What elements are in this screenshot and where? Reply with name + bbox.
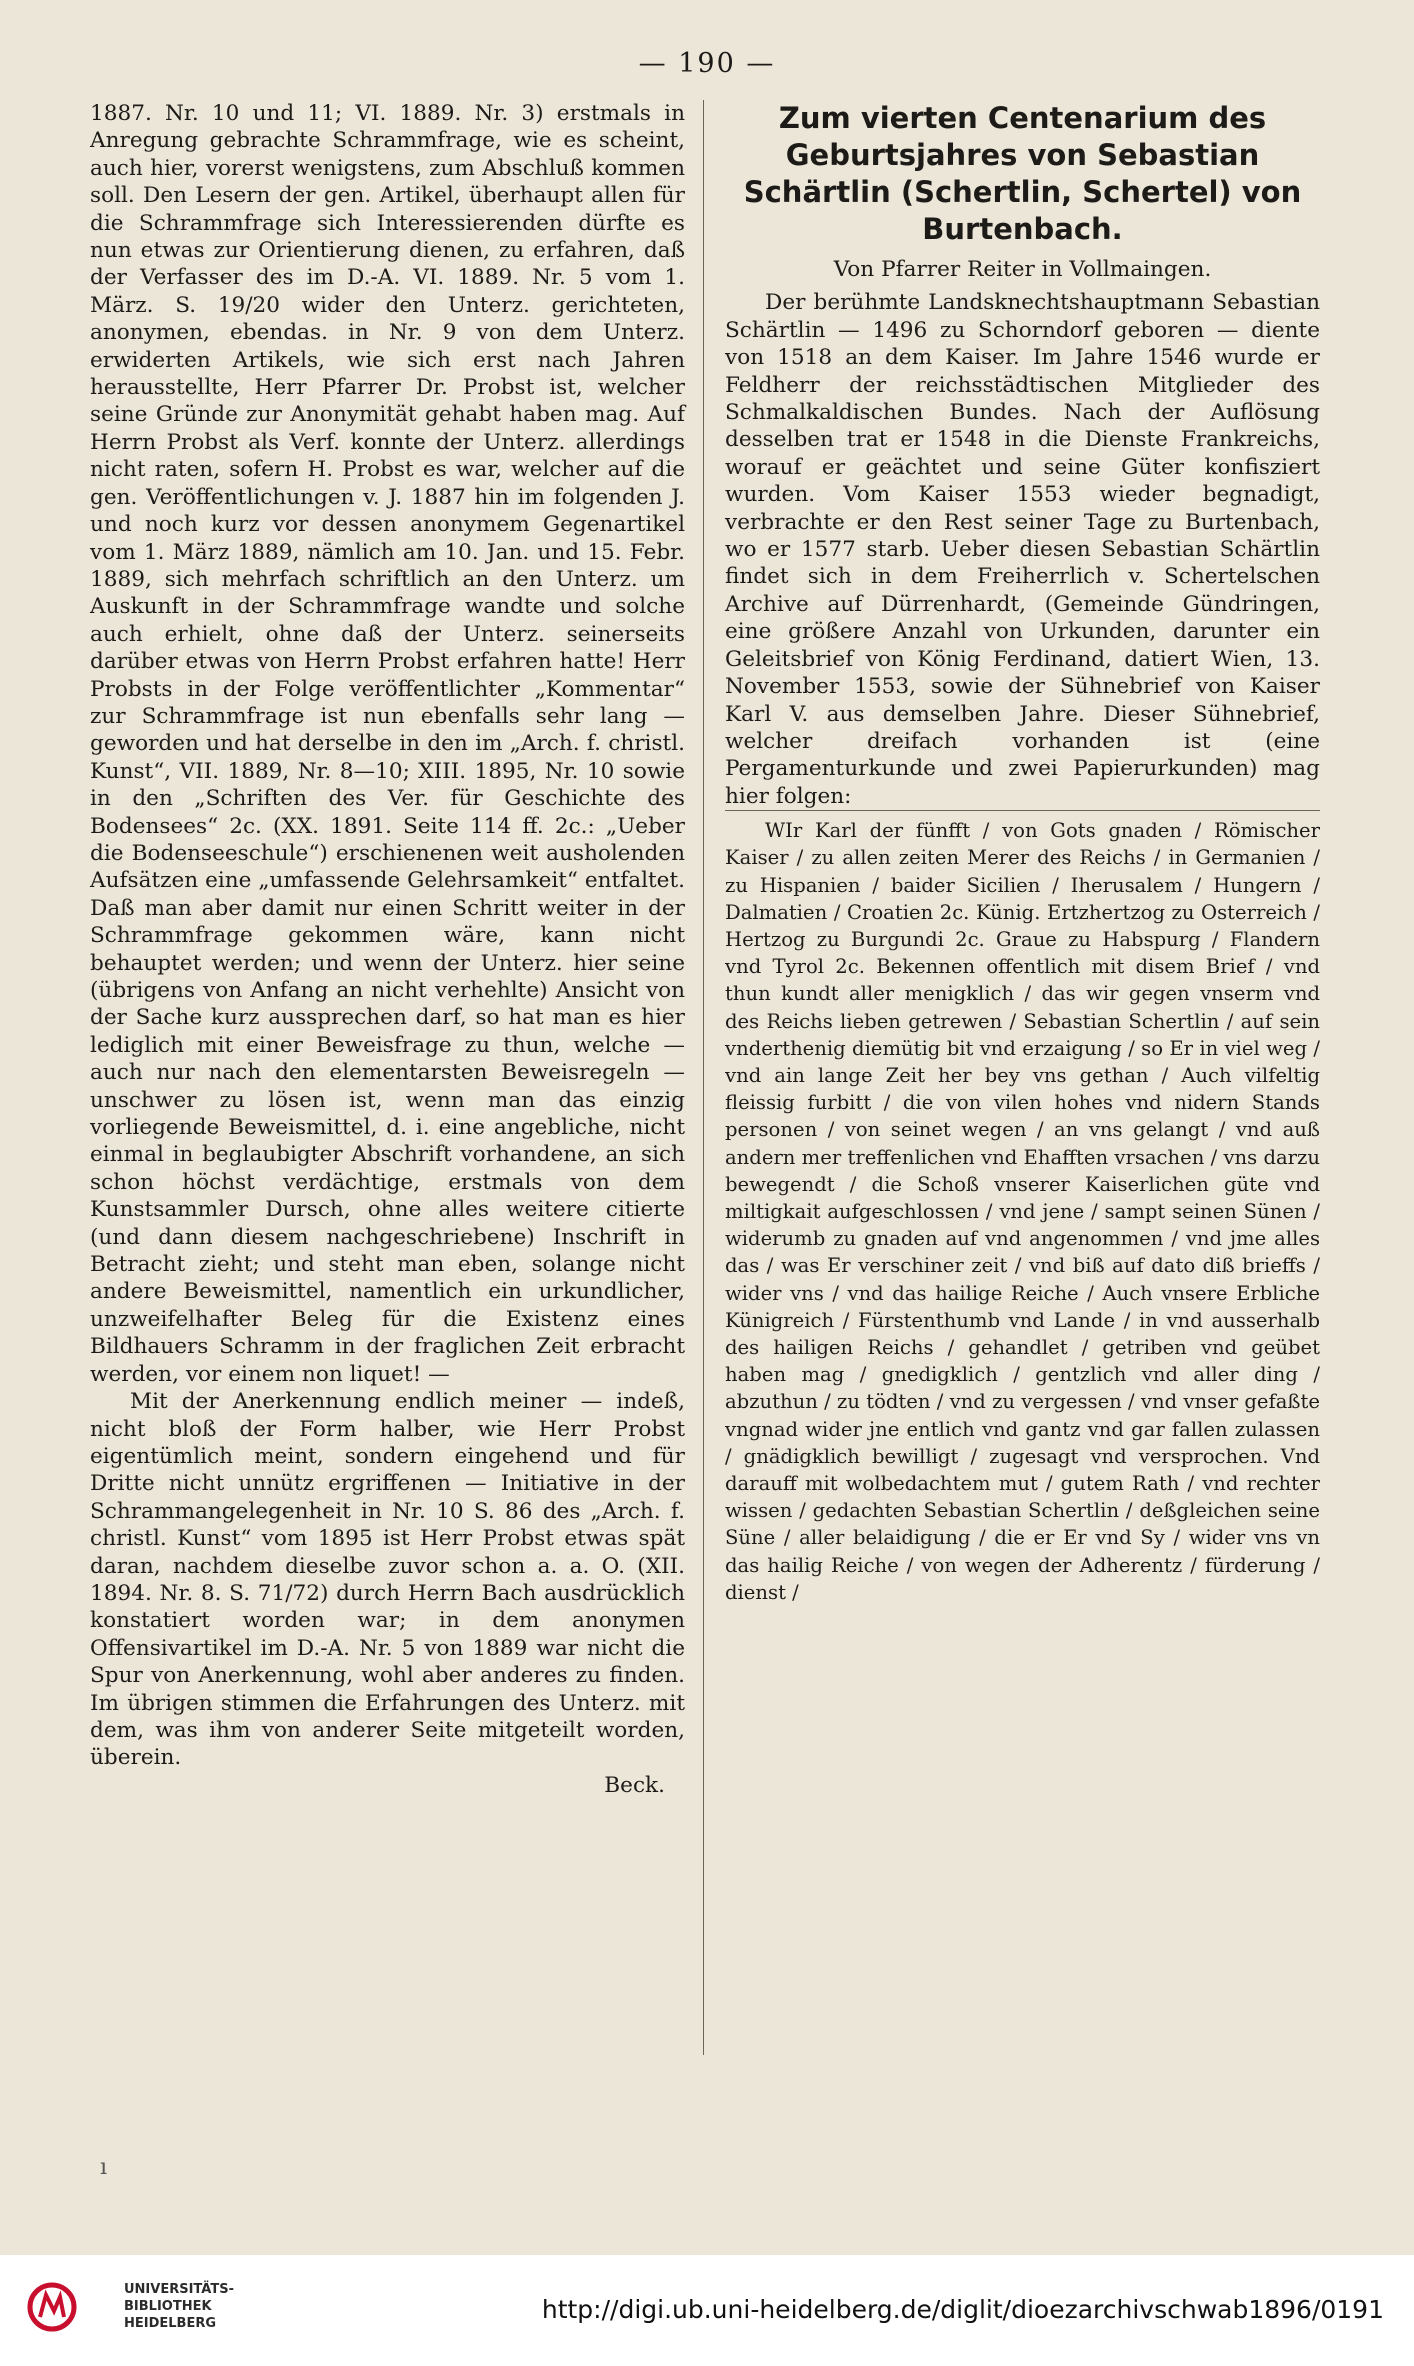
page-number: — 190 — xyxy=(638,48,776,79)
source-url[interactable]: http://digi.ub.uni-heidelberg.de/diglit/dioezarchivschwab1896/0191 xyxy=(541,2295,1384,2324)
left-column xyxy=(90,100,685,1799)
left-paragraph-1: 1887. Nr. 10 und 11; VI. 1889. Nr. 3) erstmals in Anregung gebrachte Schrammfrage, wie es scheint, auch hier, vorerst wenigstens, zum Abschluß kommen soll. Den Lesern der gen. Artikel, überhaupt allen für die Schrammfrage sich Interessierenden dürfte es nun etwas zur Orientierung dienen, zu erfahren, daß der Verfasser des im D.-A. VI. 1889. Nr. 5 vom 1. März. S. 19/20 wider den Unterz. gerichteten, anonymen, ebendas. in Nr. 9 von dem Unterz. erwiderten Artikels, wie sich erst nach Jahren herausstellte, Herr Pfarrer Dr. Probst ist, welcher seine Gründe zur Anonymität gehabt haben mag. Auf Herrn Probst als Verf. konnte der Unterz. allerdings nicht raten, sofern H. Probst es war, welcher auf die gen. Veröffentlichungen v. J. 1887 hin im folgenden J. und noch kurz vor dessen anonymem Gegenartikel vom 1. März 1889, nämlich am 10. Jan. und 15. Febr. 1889, sich mehrfach schriftlich an den Unterz. um Auskunft in der Schrammfrage wandte und solche auch erhielt, ohne daß der Unterz. seinerseits darüber etwas von Herrn Probst erfahren hatte! Herr Probsts in der Folge veröffentlichter „Kommentar“ zur Schrammfrage ist nun ebenfalls sehr lang — geworden und hat derselbe in den im „Arch. f. christl. Kunst“, VII. 1889, Nr. 8—10; XIII. 1895, Nr. 10 sowie in den „Schriften des Ver. für Geschichte des Bodensees“ 2c. (XX. 1891. Seite 114 ff. 2c.: „Ueber die Bodenseeschule“) erschienenen weit ausholenden Aufsätzen eine „umfassende Gelehrsamkeit“ entfaltet. Daß man aber damit nur einen Schritt weiter in der Schrammfrage gekommen wäre, kann nicht behauptet werden; und wenn der Unterz. hier seine (übrigens von Anfang an nicht verhehlte) Ansicht von der Sache kurz aussprechen darf, so hat man es hier lediglich mit einer Beweisfrage zu thun, welche — auch nur nach den elementarsten Beweisregeln — unschwer zu lösen ist, wenn man das einzig vorliegende Beweismittel, d. i. eine angebliche, nicht einmal in beglaubigter Abschrift vorhandene, an sich schon höchst verdächtige, erstmals von dem Kunstsammler Dursch, ohne alles weitere citierte (und dann diesem nachgeschriebene) Inschrift in Betracht zieht; und steht man eben, solange nicht andere Beweismittel, namentlich ein urkundlicher, unzweifelhafter Beleg für die Existenz eines Bildhauers Schramm in der fraglichen Zeit erbracht werden, vor einem non liquet! — xyxy=(90,101,685,1387)
library-name-line: HEIDELBERG xyxy=(124,2316,217,2331)
article-paragraph: Der berühmte Landsknechtshauptmann Sebastian Schärtlin — 1496 zu Schorndorf geboren — diente von 1518 an dem Kaiser. Im Jahre 1546 wurde er Feldherr der reichsstädtischen Mitglieder des Schmalkaldischen Bundes. Nach der Auflösung desselben trat er 1548 in die Dienste Frankreichs, worauf er geächtet und seine Güter konfisziert wurden. Vom Kaiser 1553 wieder begnadigt, verbrachte er den Rest seiner Tage zu Burtenbach, wo er 1577 starb. Ueber diesen Sebastian Schärtlin findet sich in dem Freiherrlich v. Schertelschen Archive auf Dürrenhardt, (Gemeinde Gündringen, eine größere Anzahl von Urkunden, darunter ein Geleitsbrief von König Ferdinand, datiert Wien, 13. November 1553, sowie der Sühnebrief von Kaiser Karl V. aus demselben Jahre. Dieser Sühnebrief, welcher dreifach vorhanden ist (eine Pergamenturkunde und zwei Papierurkunden) mag hier folgen: xyxy=(725,290,1320,809)
column-divider xyxy=(703,100,704,2055)
signature-text: Beck. xyxy=(604,1772,665,1798)
right-column xyxy=(725,100,1320,1606)
library-name-line: UNIVERSITÄTS- xyxy=(124,2282,234,2297)
document-quote: WIr Karl der fünfft / von Gots gnaden / Römischer Kaiser / zu allen zeiten Merer des Reichs / in Germanien / zu Hispanien / baider Sicilien / Iherusalem / Hungern / Dalmatien / Croatien 2c. Künig. Ertzhertzog zu Osterreich / Hertzog zu Burgundi 2c. Graue zu Habspurg / Flandern vnd Tyrol 2c. Bekennen offentlich mit disem Brief / vnd thun kundt aller menigklich / das wir gegen vnserm vnd des Reichs lieben getrewen / Sebastian Schertlin / auf sein vnderthenig diemütig bit vnd erzaigung / so Er in viel weg / vnd ain lange Zeit her bey vns gethan / Auch vilfeltig fleissig furbitt / die von vilen hohes vnd nidern Stands personen / von seinet wegen / an vns gelangt / vnd auß andern mer treffenlichen vnd Ehafften vrsachen / vns darzu bewegendt / die Schoß vnserer Kaiserlichen güte vnd miltigkait aufgeschlossen / vnd jene / sampt seinen Sünen / widerumb zu gnaden auf vnd angenommen / vnd jme alles das / was Er verschiner zeit / vnd biß auf dato diß brieffs / wider vns / vnd das hailige Reiche / Auch vnsere Erbliche Künigreich / Fürstenthumb vnd Lande / in vnd ausserhalb des hailigen Reichs / gehandlet / getriben vnd geübet haben mag / gnedigklich / gentzlich vnd aller ding / abzuthun / zu tödten / vnd zu vergessen / vnd vnser gefaßte vngnad wider jne entlich vnd gantz vnd gar fallen zulassen / gnädigklich bewilligt / zugesagt vnd versprochen. Vnd darauff mit wolbedachtem mut / gutem Rath / vnd rechter wissen / gedachten Sebastian Schertlin / deßgleichen seine Süne / aller belaidigung / die er Er vnd Sy / wider vns vn das hailig Reiche / von wegen der Adherentz / fürderung / dienst / xyxy=(725,810,1320,1606)
margin-mark: ı xyxy=(100,2155,108,2180)
footer xyxy=(0,2255,1414,2366)
signature xyxy=(90,1772,685,1799)
library-name-line: BIBLIOTHEK xyxy=(124,2299,212,2314)
left-paragraph-2: Mit der Anerkennung endlich meiner — indeß, nicht bloß der Form halber, wie Herr Probst eigentümlich meint, sondern eingehend und für Dritte nicht unnütz ergriffenen — Initiative in der Schrammangelegenheit in Nr. 10 S. 86 des „Arch. f. christl. Kunst“ vom 1895 ist Herr Probst etwas spät daran, nachdem dieselbe zuvor schon a. a. O. (XII. 1894. Nr. 8. S. 71/72) durch Herrn Bach ausdrücklich konstatiert worden war; in dem anonymen Offensivartikel im D.-A. Nr. 5 von 1889 war nicht die Spur von Anerkennung, wohl aber anderes zu finden. Im übrigen stimmen die Erfahrungen des Unterz. mit dem, was ihm von anderer Seite mitgeteilt worden, überein. xyxy=(90,1389,685,1771)
article-byline: Von Pfarrer Reiter in Vollmaingen. xyxy=(833,257,1212,282)
library-name xyxy=(124,2281,234,2332)
article-title: Zum vierten Centenarium des Geburtsjahres von Sebastian Schärtlin (Schertlin, Schertel) von Burtenbach. xyxy=(743,101,1302,246)
